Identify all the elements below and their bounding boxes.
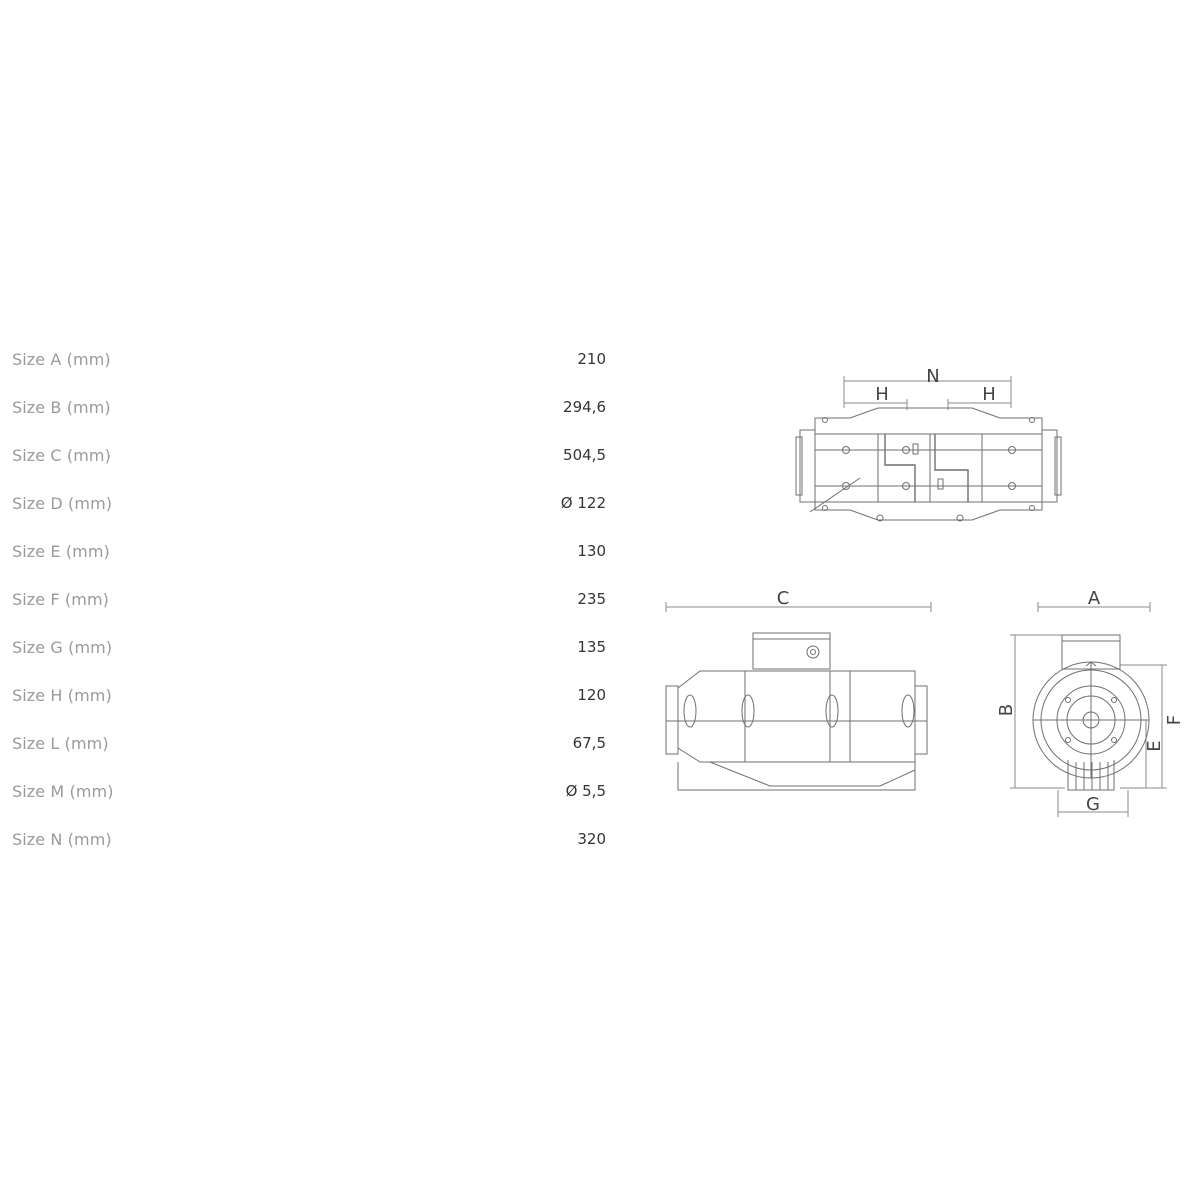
spec-row-f xyxy=(12,575,606,623)
spec-value: Ø 122 xyxy=(560,494,606,512)
spec-row-m xyxy=(12,767,606,815)
spec-row-g xyxy=(12,623,606,671)
spec-table xyxy=(12,335,606,863)
technical-drawings-svg xyxy=(650,350,1190,830)
spec-label: Size B (mm) xyxy=(12,397,111,417)
technical-drawings xyxy=(650,350,1190,830)
spec-label: Size G (mm) xyxy=(12,637,113,657)
spec-row-l xyxy=(12,719,606,767)
spec-value: 67,5 xyxy=(572,734,606,752)
spec-row-b xyxy=(12,383,606,431)
spec-label: Size F (mm) xyxy=(12,589,109,609)
top-h-right-label: H xyxy=(982,384,996,405)
top-n-label: N xyxy=(926,366,940,387)
spec-value: 504,5 xyxy=(563,446,606,464)
spec-value: 235 xyxy=(577,590,606,608)
spec-label: Size M (mm) xyxy=(12,781,114,801)
front-a-label: A xyxy=(1087,588,1101,609)
top-view-drawing xyxy=(796,376,1061,521)
front-view-drawing xyxy=(1010,602,1167,817)
spec-row-n xyxy=(12,815,606,863)
spec-value: 130 xyxy=(577,542,606,560)
spec-row-e xyxy=(12,527,606,575)
front-f-label: F xyxy=(1164,714,1185,726)
front-e-label: E xyxy=(1144,740,1165,752)
top-h-left-label: H xyxy=(875,384,889,405)
spec-row-a xyxy=(12,335,606,383)
spec-value: 294,6 xyxy=(563,398,606,416)
spec-label: Size E (mm) xyxy=(12,541,110,561)
spec-label: Size A (mm) xyxy=(12,349,111,369)
front-b-label: B xyxy=(996,703,1017,717)
spec-label: Size N (mm) xyxy=(12,829,112,849)
side-view-drawing xyxy=(666,602,931,790)
side-c-label: C xyxy=(776,588,790,609)
spec-label: Size L (mm) xyxy=(12,733,109,753)
front-g-label: G xyxy=(1086,794,1100,815)
spec-value: Ø 5,5 xyxy=(565,782,606,800)
spec-row-h xyxy=(12,671,606,719)
spec-value: 135 xyxy=(577,638,606,656)
spec-value: 320 xyxy=(577,830,606,848)
spec-row-c xyxy=(12,431,606,479)
spec-value: 210 xyxy=(577,350,606,368)
spec-row-d xyxy=(12,479,606,527)
spec-label: Size H (mm) xyxy=(12,685,112,705)
spec-label: Size C (mm) xyxy=(12,445,111,465)
spec-value: 120 xyxy=(577,686,606,704)
spec-label: Size D (mm) xyxy=(12,493,113,513)
